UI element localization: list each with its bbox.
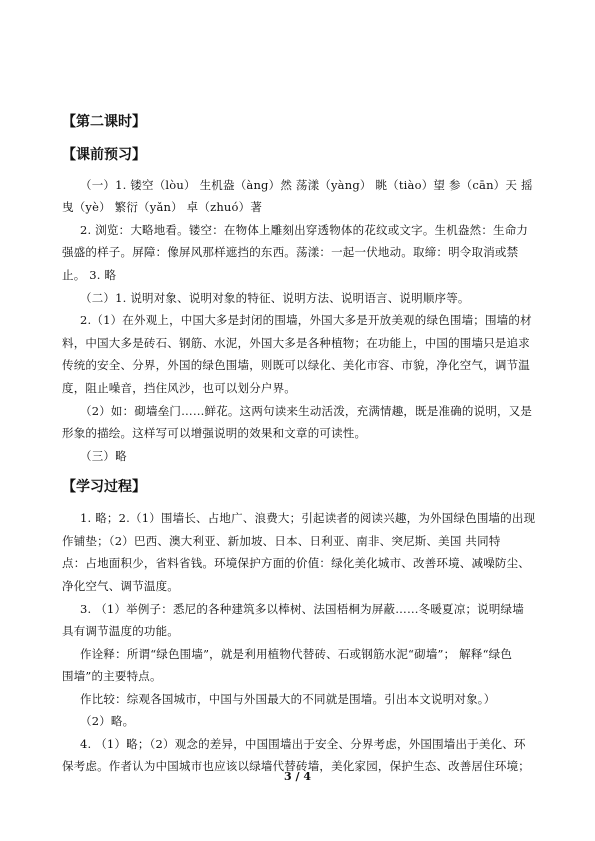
process-line-11: 4. （1）略；（2）观念的差异，中国围墙出于安全、分界考虑，外国围墙出于美化、环 (80, 737, 526, 751)
preview-heading: 【课前预习】 (62, 147, 146, 163)
preview-line-6: （二）1. 说明对象、说明对象的特征、说明方法、说明语言、说明顺序等。 (80, 291, 470, 305)
process-line-10: （2）略。 (80, 714, 135, 728)
process-line-1: 1. 略；2.（1）围墙长、占地广、浪费大；引起读者的阅读兴趣，为外国绿色围墙的出现 (80, 511, 536, 525)
preview-line-3: 2. 浏览：大略地看。镂空：在物体上雕刻出穿透物体的花纹或文字。生机盎然：生命力 (80, 223, 529, 237)
preview-line-13: （三）略 (80, 449, 127, 463)
preview-line-9: 传统的安全、分界，外国的绿色围墙，则既可以绿化、美化市容、市貌，净化空气，调节温 (62, 358, 530, 372)
process-line-5: 3. （1）举例子：悉尼的各种建筑多以棒树、法国梧桐为屏蔽……冬暖夏凉；说明绿墙 (80, 602, 524, 616)
preview-line-1: （一）1. 镂空（lòu） 生机盎（àng）然 荡漾（yàng） 眺（tiào）望 参（cān）天 摇 (80, 178, 533, 192)
process-line-2: 作铺垫；（2）巴西、澳大利亚、新加坡、日本、日利亚、南非、突尼斯、美国 共同特 (62, 534, 501, 548)
preview-line-11: （2）如：砌墙垒门……鲜花。这两句读来生动活泼，充满情趣，既是准确的说明，又是 (80, 404, 533, 418)
process-line-6: 具有调节温度的功能。 (62, 624, 179, 638)
process-heading: 【学习过程】 (62, 479, 146, 495)
process-line-7: 作诠释：所谓“绿色围墙”，就是利用植物代替砖、石或钢筋水泥“砌墙”； 解释“绿色 (80, 647, 513, 661)
process-line-12: 保考虑。作者认为中国城市也应该以绿墙代替砖墙，美化家园，保护生态、改善居住环境； (62, 759, 530, 773)
preview-line-10: 度，阻止噪音，挡住风沙，也可以划分户界。 (62, 381, 296, 395)
preview-line-7: 2.（1）在外观上，中国大多是封闭的围墙，外国大多是开放美观的绿色围墙；围墙的材 (80, 313, 532, 327)
preview-line-5: 止。 3. 略 (62, 268, 117, 282)
lesson-heading: 【第二课时】 (62, 114, 146, 130)
process-line-3: 点：占地面积少，省料省钱。环境保护方面的价值：绿化美化城市、改善环境、减噪防尘、 (62, 556, 530, 570)
preview-line-2: 曳（yè） 繁衍（yǎn） 卓（zhuó）著 (62, 200, 263, 214)
process-line-9: 作比较：综观各国城市，中国与外国最大的不同就是围墙。引出本文说明对象。） (80, 692, 496, 706)
page-number: 3 / 4 (284, 770, 311, 783)
preview-line-12: 形象的描绘。这样写可以增强说明的效果和文章的可读性。 (62, 426, 367, 440)
preview-line-4: 强盛的样子。屏障：像屏风那样遮挡的东西。荡漾：一起一伏地动。取缔：明令取消或禁 (62, 245, 519, 259)
process-line-4: 净化空气、调节温度。 (62, 579, 179, 593)
process-line-8: 围墙”的主要特点。 (62, 669, 162, 683)
preview-line-8: 料，中国大多是砖石、钢筋、水泥，外国大多是各种植物；在功能上，中国的围墙只是追求 (62, 336, 530, 350)
